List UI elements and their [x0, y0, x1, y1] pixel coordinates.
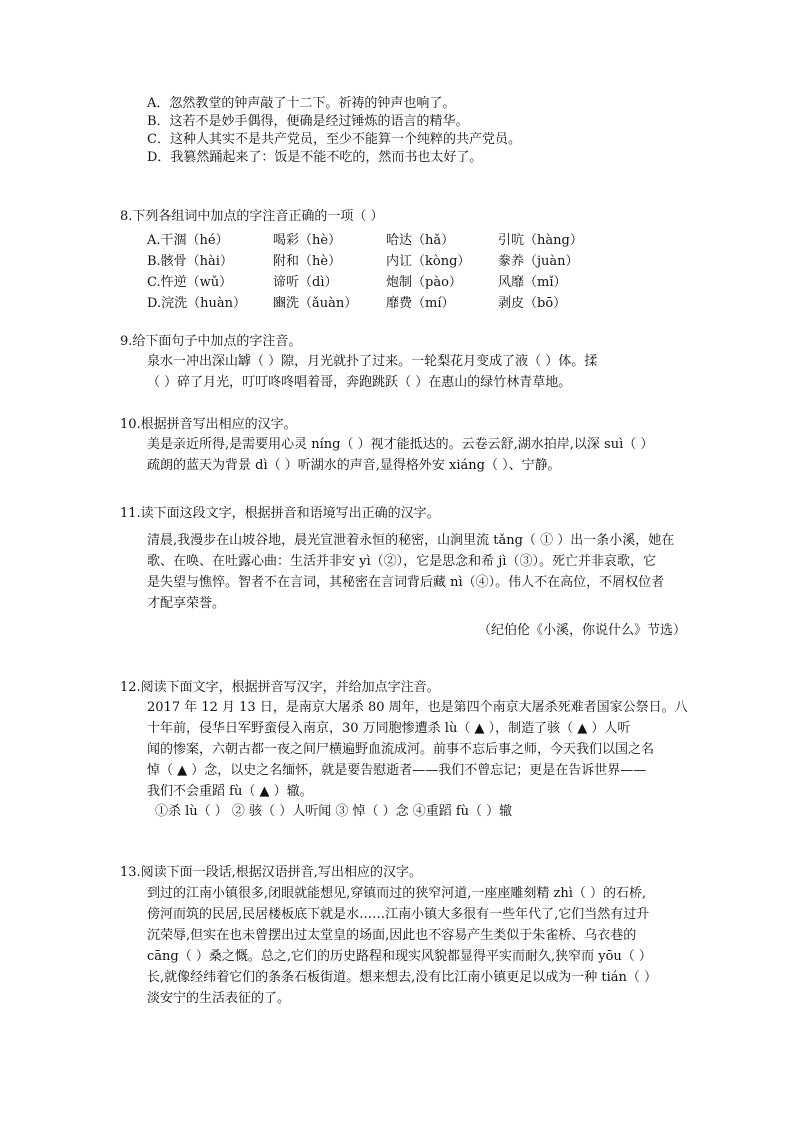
- q8-a-3: 哈达（hǎ）: [386, 233, 455, 248]
- q9-line-2: （ ）碎了月光，叮叮咚咚唱着哥，奔跑跳跃（ ）在惠山的绿竹林青草地。: [147, 375, 572, 390]
- q11-line-2: 歌、在唤、在吐露心曲：生活并非安 yì（②），它是思念和希 jì（③）。死亡并非哀歌，它: [147, 554, 656, 569]
- q13-line-3: 沉荣辱,但实在也未曾摆出过太堂皇的场面,因此也不容易产生类似于朱雀桥、乌衣巷的: [147, 928, 637, 943]
- q8-d-4: 剥皮（bō）: [498, 296, 567, 311]
- q8-a-2: 喝彩（hè）: [273, 233, 342, 248]
- q8-a-4: 引吭（hàng）: [498, 233, 583, 248]
- q8-c-4: 风靡（mǐ）: [498, 275, 567, 290]
- q10-line-2: 疏朗的蓝天为背景 dì（ ）听湖水的声音,显得格外安 xiáng（ ）、宁静。: [147, 458, 561, 473]
- q7-option-a: A．忽然教堂的钟声敲了十二下。祈祷的钟声也响了。: [147, 96, 456, 111]
- q12-line-1: 2017 年 12 月 13 日，是南京大屠杀 80 周年，也是第四个南京大屠杀死难者国家公祭日。八: [147, 700, 688, 715]
- q13-line-5: 长,就像经纬着它们的条条石板街道。想来想去,没有比江南小镇更足以成为一种 tián（ ）: [147, 970, 658, 985]
- q8-b-2: 附和（hè）: [273, 254, 342, 269]
- q10-stem: 10.根据拼音写出相应的汉字。: [120, 417, 297, 432]
- q7-option-d: D．我篡然踊起来了：饭是不能不吃的，然而书也太好了。: [147, 150, 483, 165]
- q9-line-1: 泉水一冲出深山罅（ ）隙，月光就扑了过来。一轮梨花月变成了液（ ）体。揉: [147, 354, 598, 369]
- q11-stem: 11.读下面这段文字，根据拼音和语境写出正确的汉字。: [120, 506, 440, 521]
- q13-line-4: cāng（ ）桑之慨。总之,它们的历史路程和现实风貌都显得平实而耐久,狭窄而 yōu（ ）: [147, 949, 652, 964]
- q12-line-4: 悼（ ▲ ）念，以史之名缅怀，就是要告慰逝者——我们不曾忘记；更是在告诉世界——: [147, 763, 647, 778]
- q8-b-4: 豢养（juàn）: [498, 254, 579, 269]
- q8-c-1: C.忤逆（wǔ）: [147, 275, 233, 290]
- q12-line-2: 十年前，侵华日军野蛮侵入南京，30 万同胞惨遭杀 lù（ ▲ ），制造了骇（ ▲ ）人听: [147, 721, 631, 736]
- q7-option-c: C．这种人其实不是共产党员，至少不能算一个纯粹的共产党员。: [147, 132, 521, 147]
- q7-option-b: B．这若不是妙手偶得，便确是经过锤炼的语言的精华。: [147, 114, 469, 129]
- q13-stem: 13.阅读下面一段话,根据汉语拼音,写出相应的汉字。: [120, 865, 422, 880]
- q8-b-3: 内讧（kòng）: [386, 254, 471, 269]
- q8-d-3: 靡费（mí）: [386, 296, 455, 311]
- q12-line-3: 闻的惨案，六朝古都一夜之间尸横遍野血流成河。前事不忘后事之师，今天我们以国之名: [147, 742, 655, 757]
- q9-stem: 9.给下面句子中加点的字注音。: [120, 334, 302, 349]
- q10-line-1: 美是亲近所得,是需要用心灵 níng（ ）视才能抵达的。云卷云舒,湖水拍岸,以深 suì（ ）: [147, 437, 654, 452]
- q8-a-1: A.干涸（hé）: [147, 233, 229, 248]
- q8-d-1: D.浣洗（huàn）: [147, 296, 246, 311]
- q11-line-4: 才配享荣誉。: [147, 596, 226, 611]
- q8-d-2: 豳洗（ǎuàn）: [273, 296, 358, 311]
- q8-c-2: 谛听（dì）: [273, 275, 338, 290]
- q11-line-1: 清晨,我漫步在山坡谷地，晨光宣泄着永恒的秘密，山涧里流 tǎng（ ① ）出一条小溪，她在: [147, 533, 675, 548]
- q12-answer-blanks: ①杀 lù（ ） ② 骇（ ）人听闻 ③ 悼（ ）念 ④重蹈 fù（ ）辙: [155, 804, 513, 819]
- q13-line-2: 傍河而筑的民居,民居楼板底下就是水……江南小镇大多很有一些年代了,它们当然有过升: [147, 907, 650, 922]
- q8-b-1: B.骸骨（hài）: [147, 254, 233, 269]
- q11-line-3: 是失望与憔悴。智者不在言词，其秘密在言词背后藏 nì（④）。伟人不在高位，不屑权位者: [147, 575, 665, 590]
- q12-stem: 12.阅读下面文字，根据拼音写汉字，并给加点字注音。: [120, 680, 440, 695]
- q8-c-3: 炮制（pào）: [386, 275, 462, 290]
- q11-source: （纪伯伦《小溪，你说什么》节选）: [478, 623, 687, 638]
- q13-line-6: 淡安宁的生活表征的了。: [147, 991, 291, 1006]
- q8-stem: 8.下列各组词中加点的字注音正确的一项（ ）: [120, 209, 384, 224]
- q13-line-1: 到过的江南小镇很多,闭眼就能想见,穿镇而过的狭窄河道,一座座雕刻精 zhì（ ）的石桥,: [147, 886, 647, 901]
- q12-line-5: 我们不会重蹈 fù（ ▲ ）辙。: [147, 784, 313, 799]
